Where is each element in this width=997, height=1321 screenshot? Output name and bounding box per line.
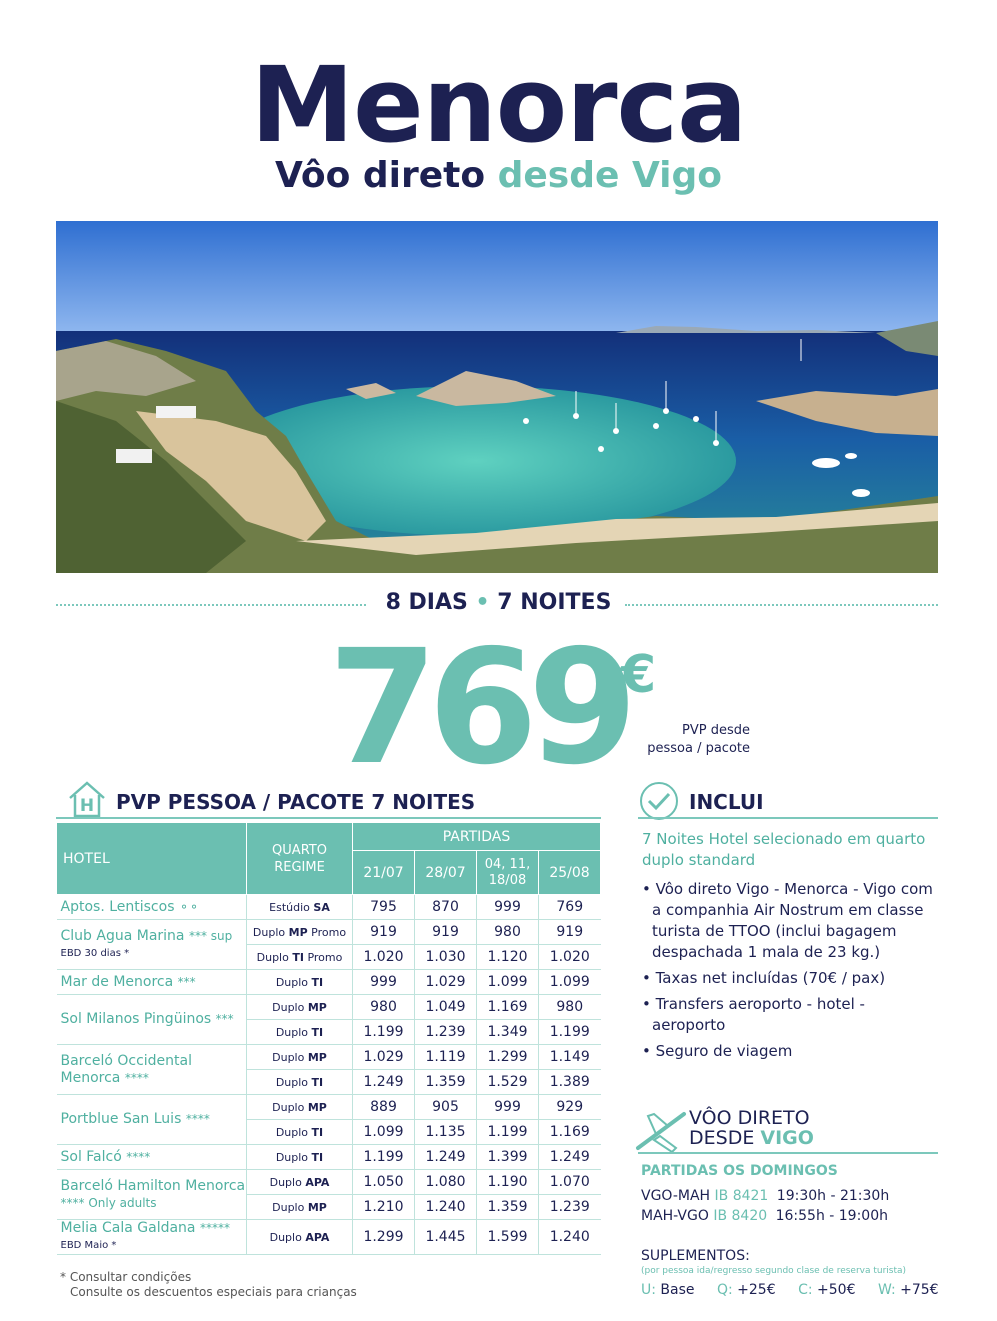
price-cell: 795 <box>353 895 415 920</box>
price-cell: 1.120 <box>477 945 539 970</box>
col-hotel <box>57 823 247 895</box>
price-cell: 919 <box>539 920 601 945</box>
supplements-note: (por pessoa ida/regresso segundo clase de reserva turista) <box>641 1266 907 1276</box>
price-cell: 1.030 <box>415 945 477 970</box>
room-regime: MP <box>307 1050 327 1064</box>
flight-title-line2 <box>689 1128 814 1148</box>
price-cell: 929 <box>539 1095 601 1120</box>
room-regime-cell <box>247 995 353 1020</box>
hotel-name: Melia Cala Galdana <box>60 1220 196 1236</box>
trip-duration <box>0 590 997 615</box>
room-regime-cell <box>247 1020 353 1045</box>
hotel-name-cell <box>57 895 247 920</box>
flight-line <box>638 1152 938 1154</box>
bullet-icon: • <box>642 969 656 987</box>
price-cell: 1.080 <box>415 1170 477 1195</box>
room-room: Duplo <box>256 950 289 964</box>
price-cell: 1.445 <box>415 1220 477 1255</box>
flight-code: IB 8421 <box>714 1188 769 1204</box>
date-header: 28/07 <box>415 851 477 895</box>
room-regime: MP <box>307 1000 327 1014</box>
date-header: 04, 11, 18/08 <box>477 851 539 895</box>
svg-text:H: H <box>79 796 95 816</box>
price-cell: 1.210 <box>353 1195 415 1220</box>
price-cell: 1.049 <box>415 995 477 1020</box>
price-cell: 1.199 <box>353 1145 415 1170</box>
includes-intro: 7 Noites Hotel selecionado em quarto duplo standard <box>642 830 926 869</box>
room-regime-cell <box>247 970 353 995</box>
bullet-icon: • <box>642 880 656 898</box>
price-note-line1: PVP desde <box>682 723 750 738</box>
price-cell: 1.169 <box>539 1120 601 1145</box>
bullet-icon: • <box>642 995 656 1013</box>
price-cell: 1.199 <box>353 1020 415 1045</box>
supplement-key: C: <box>798 1282 813 1298</box>
price-amount: 769 <box>328 616 628 800</box>
price-cell: 1.119 <box>415 1045 477 1070</box>
hotel-name: Barceló Occidental Menorca <box>60 1052 192 1086</box>
room-regime-cell <box>247 1220 353 1255</box>
hotel-name: Mar de Menorca <box>60 973 174 990</box>
includes-item-text: Transfers aeroporto - hotel - aeroporto <box>652 995 865 1034</box>
room-regime: APA <box>305 1175 330 1189</box>
price-cell: 980 <box>539 995 601 1020</box>
table-row <box>57 895 601 920</box>
table-section-title: PVP PESSOA / PACOTE 7 NOITES <box>116 790 476 814</box>
room-room: Duplo <box>272 1100 305 1114</box>
room-regime-cell <box>247 1070 353 1095</box>
room-regime: SA <box>313 900 330 914</box>
price-table-body <box>57 895 601 1255</box>
flight-title-desde: DESDE <box>689 1127 755 1149</box>
price-cell: 1.099 <box>353 1120 415 1145</box>
table-row <box>57 1220 601 1255</box>
hotel-note: EBD Maio * <box>60 1240 117 1251</box>
room-room: Duplo <box>275 975 309 989</box>
includes-item-text: Seguro de viagem <box>655 1042 793 1060</box>
room-regime-cell <box>247 1170 353 1195</box>
price-cell: 1.359 <box>477 1195 539 1220</box>
table-row <box>57 1170 601 1195</box>
col-hotel-label: HOTEL <box>63 850 110 867</box>
price-cell: 1.050 <box>353 1170 415 1195</box>
col-room-line1: QUARTO <box>272 842 327 858</box>
room-regime: TI <box>311 975 324 989</box>
hotel-stars: **** <box>124 1070 149 1085</box>
hotel-stars: **** <box>126 1149 151 1164</box>
room-room: Duplo <box>272 1050 305 1064</box>
price-cell: 1.349 <box>477 1020 539 1045</box>
price-cell: 1.029 <box>353 1045 415 1070</box>
room-regime: MP <box>307 1200 327 1214</box>
hotel-name: Portblue San Luis <box>60 1111 182 1127</box>
price-cell: 1.135 <box>415 1120 477 1145</box>
includes-item <box>642 994 942 1036</box>
price-cell: 1.249 <box>415 1145 477 1170</box>
includes-line <box>638 817 938 819</box>
price-cell: 769 <box>539 895 601 920</box>
flight-title-vigo: VIGO <box>760 1127 814 1149</box>
price-cell: 1.099 <box>477 970 539 995</box>
price-cell: 919 <box>353 920 415 945</box>
hotel-stars: **** Only adults <box>60 1195 157 1210</box>
room-regime-cell <box>247 1095 353 1120</box>
table-row <box>57 920 601 945</box>
includes-item <box>642 879 942 963</box>
supplement-key: W: <box>877 1282 896 1298</box>
flight-code: IB 8420 <box>713 1208 768 1224</box>
price-cell: 1.529 <box>477 1070 539 1095</box>
date-header: 25/08 <box>539 851 601 895</box>
check-icon <box>638 780 680 822</box>
price-cell: 1.599 <box>477 1220 539 1255</box>
col-room <box>247 823 353 895</box>
room-regime: TI <box>311 1125 324 1139</box>
price-currency: € <box>620 645 657 705</box>
room-regime-cell <box>247 920 353 945</box>
hotel-stars: *** <box>215 1012 234 1026</box>
supplement-key: Q: <box>716 1282 733 1298</box>
price-cell: 1.169 <box>477 995 539 1020</box>
room-regime: APA <box>305 1230 330 1244</box>
flight-times: 19:30h - 21:30h <box>776 1188 890 1204</box>
room-room: Duplo <box>275 1150 309 1164</box>
table-row <box>57 995 601 1020</box>
hotel-icon <box>66 778 108 820</box>
price-cell: 999 <box>353 970 415 995</box>
supplement-value: +25€ <box>737 1282 776 1298</box>
hotel-stars: **** <box>185 1112 210 1126</box>
hotel-name-cell <box>57 1145 247 1170</box>
supplement-value: +75€ <box>900 1282 939 1298</box>
supplement-q <box>717 1282 776 1298</box>
flight-title-line1: VÔO DIRETO <box>689 1107 810 1129</box>
price-cell: 1.299 <box>477 1045 539 1070</box>
price-cell: 870 <box>415 895 477 920</box>
supplements-title: SUPLEMENTOS: <box>641 1248 750 1264</box>
price-cell: 980 <box>477 920 539 945</box>
price-cell: 1.029 <box>415 970 477 995</box>
price-cell: 1.099 <box>539 970 601 995</box>
hotel-stars: *** <box>177 974 196 989</box>
room-regime: TI <box>311 1150 324 1164</box>
col-room-line2: REGIME <box>274 859 325 875</box>
price-cell: 999 <box>477 1095 539 1120</box>
footnotes <box>60 1270 357 1300</box>
room-regime: TI <box>292 950 304 964</box>
airplane-icon <box>634 1108 688 1154</box>
table-row <box>57 970 601 995</box>
subtitle-accent: desde Vigo <box>497 155 723 196</box>
room-regime: TI <box>311 1025 324 1039</box>
subtitle-main: Vôo direto <box>274 155 486 196</box>
hotel-stars: ***** <box>199 1221 230 1235</box>
hotel-name-cell <box>57 1045 247 1095</box>
price-cell: 1.359 <box>415 1070 477 1095</box>
flight-title <box>689 1108 814 1148</box>
price-cell: 1.199 <box>539 1020 601 1045</box>
page-subtitle <box>0 155 997 196</box>
room-regime-cell <box>247 1045 353 1070</box>
price-cell: 1.299 <box>353 1220 415 1255</box>
room-room: Duplo <box>252 925 286 939</box>
hotel-note: EBD 30 dias * <box>60 947 130 959</box>
flight-leg-outbound <box>641 1188 889 1204</box>
table-row <box>57 1045 601 1070</box>
price-cell: 1.190 <box>477 1170 539 1195</box>
includes-title: INCLUI <box>689 790 764 814</box>
includes-list <box>642 879 942 1067</box>
hotel-name-cell <box>57 970 247 995</box>
room-regime-cell <box>247 1120 353 1145</box>
hotel-stars: *** sup <box>188 928 233 943</box>
price-cell: 1.399 <box>477 1145 539 1170</box>
price-cell: 980 <box>353 995 415 1020</box>
hotel-name: Sol Falcó <box>60 1148 122 1165</box>
room-room: Duplo <box>269 1230 302 1244</box>
bullet-icon: • <box>642 1042 656 1060</box>
room-room: Duplo <box>272 1000 305 1014</box>
room-regime-cell <box>247 945 353 970</box>
room-regime: TI <box>311 1075 324 1089</box>
price-cell: 1.240 <box>539 1220 601 1255</box>
price-cell: 1.249 <box>539 1145 601 1170</box>
hotel-name-cell <box>57 995 247 1045</box>
table-section-line <box>56 817 601 819</box>
supplement-w <box>878 1282 939 1298</box>
duration-separator: • <box>475 590 490 615</box>
supplement-value: Base <box>660 1282 695 1298</box>
flight-route: MAH-VGO <box>641 1208 709 1224</box>
room-extra: Promo <box>311 925 347 939</box>
flight-leg-return <box>641 1208 888 1224</box>
price-cell: 1.020 <box>539 945 601 970</box>
price-cell: 1.199 <box>477 1120 539 1145</box>
price-cell: 1.239 <box>539 1195 601 1220</box>
room-regime: MP <box>288 925 308 939</box>
includes-item <box>642 968 942 989</box>
hotel-name-cell <box>57 1095 247 1145</box>
flight-times: 16:55h - 19:00h <box>775 1208 888 1224</box>
hotel-name-cell <box>57 1220 247 1255</box>
includes-item-text: Taxas net incluídas (70€ / pax) <box>655 969 886 987</box>
hotel-name-cell <box>57 1170 247 1220</box>
footnote-children: Consulte os descuentos especiais para crianças <box>70 1285 357 1299</box>
supplement-c <box>798 1282 855 1298</box>
room-regime-cell <box>247 895 353 920</box>
price-cell: 999 <box>477 895 539 920</box>
price-note <box>620 722 750 758</box>
hotel-name: Barceló Hamilton Menorca <box>60 1177 246 1194</box>
flight-route: VGO-MAH <box>641 1188 711 1204</box>
room-room: Duplo <box>275 1025 309 1039</box>
flight-subtitle: PARTIDAS OS DOMINGOS <box>641 1163 838 1179</box>
price-cell: 1.070 <box>539 1170 601 1195</box>
supplements-list <box>641 1282 957 1298</box>
price-cell: 1.239 <box>415 1020 477 1045</box>
price-cell: 1.149 <box>539 1045 601 1070</box>
supplement-value: +50€ <box>817 1282 856 1298</box>
room-room: Duplo <box>269 1175 302 1189</box>
table-row <box>57 1145 601 1170</box>
hotel-name: Club Agua Marina <box>60 927 185 944</box>
room-regime-cell <box>247 1195 353 1220</box>
duration-days: 8 DIAS <box>385 590 468 615</box>
room-room: Estúdio <box>269 900 310 914</box>
hotel-name-cell <box>57 920 247 970</box>
page-title: Menorca <box>250 44 747 166</box>
price-note-line2: pessoa / pacote <box>647 741 750 756</box>
duration-nights: 7 NOITES <box>497 590 612 615</box>
price-cell: 905 <box>415 1095 477 1120</box>
includes-item <box>642 1041 942 1062</box>
col-departures: PARTIDAS <box>353 823 601 851</box>
price-cell: 1.249 <box>353 1070 415 1095</box>
room-extra: Promo <box>307 950 343 964</box>
hotel-name: Aptos. Lentiscos <box>60 898 175 915</box>
room-regime: MP <box>307 1100 327 1114</box>
price-cell: 1.020 <box>353 945 415 970</box>
price-cell: 889 <box>353 1095 415 1120</box>
table-row <box>57 1095 601 1120</box>
room-room: Duplo <box>275 1125 309 1139</box>
room-room: Duplo <box>275 1075 309 1089</box>
price-cell: 1.389 <box>539 1070 601 1095</box>
price-table <box>56 822 601 1255</box>
hotel-name: Sol Milanos Pingüinos <box>60 1011 212 1027</box>
beach-photo <box>56 221 938 573</box>
price-cell: 919 <box>415 920 477 945</box>
hotel-stars: ⚬⚬ <box>178 899 200 914</box>
footnote-conditions: * Consultar condições <box>60 1270 192 1284</box>
includes-item-text: Vôo direto Vigo - Menorca - Vigo com a companhia Air Nostrum em classe turista de TTOO (inclui bagagem despachada 1 mala de 23 kg.) <box>652 880 933 961</box>
room-regime-cell <box>247 1145 353 1170</box>
supplement-key: U: <box>641 1282 656 1298</box>
price-cell: 1.240 <box>415 1195 477 1220</box>
supplement-u <box>641 1282 695 1298</box>
room-room: Duplo <box>272 1200 305 1214</box>
date-header: 21/07 <box>353 851 415 895</box>
